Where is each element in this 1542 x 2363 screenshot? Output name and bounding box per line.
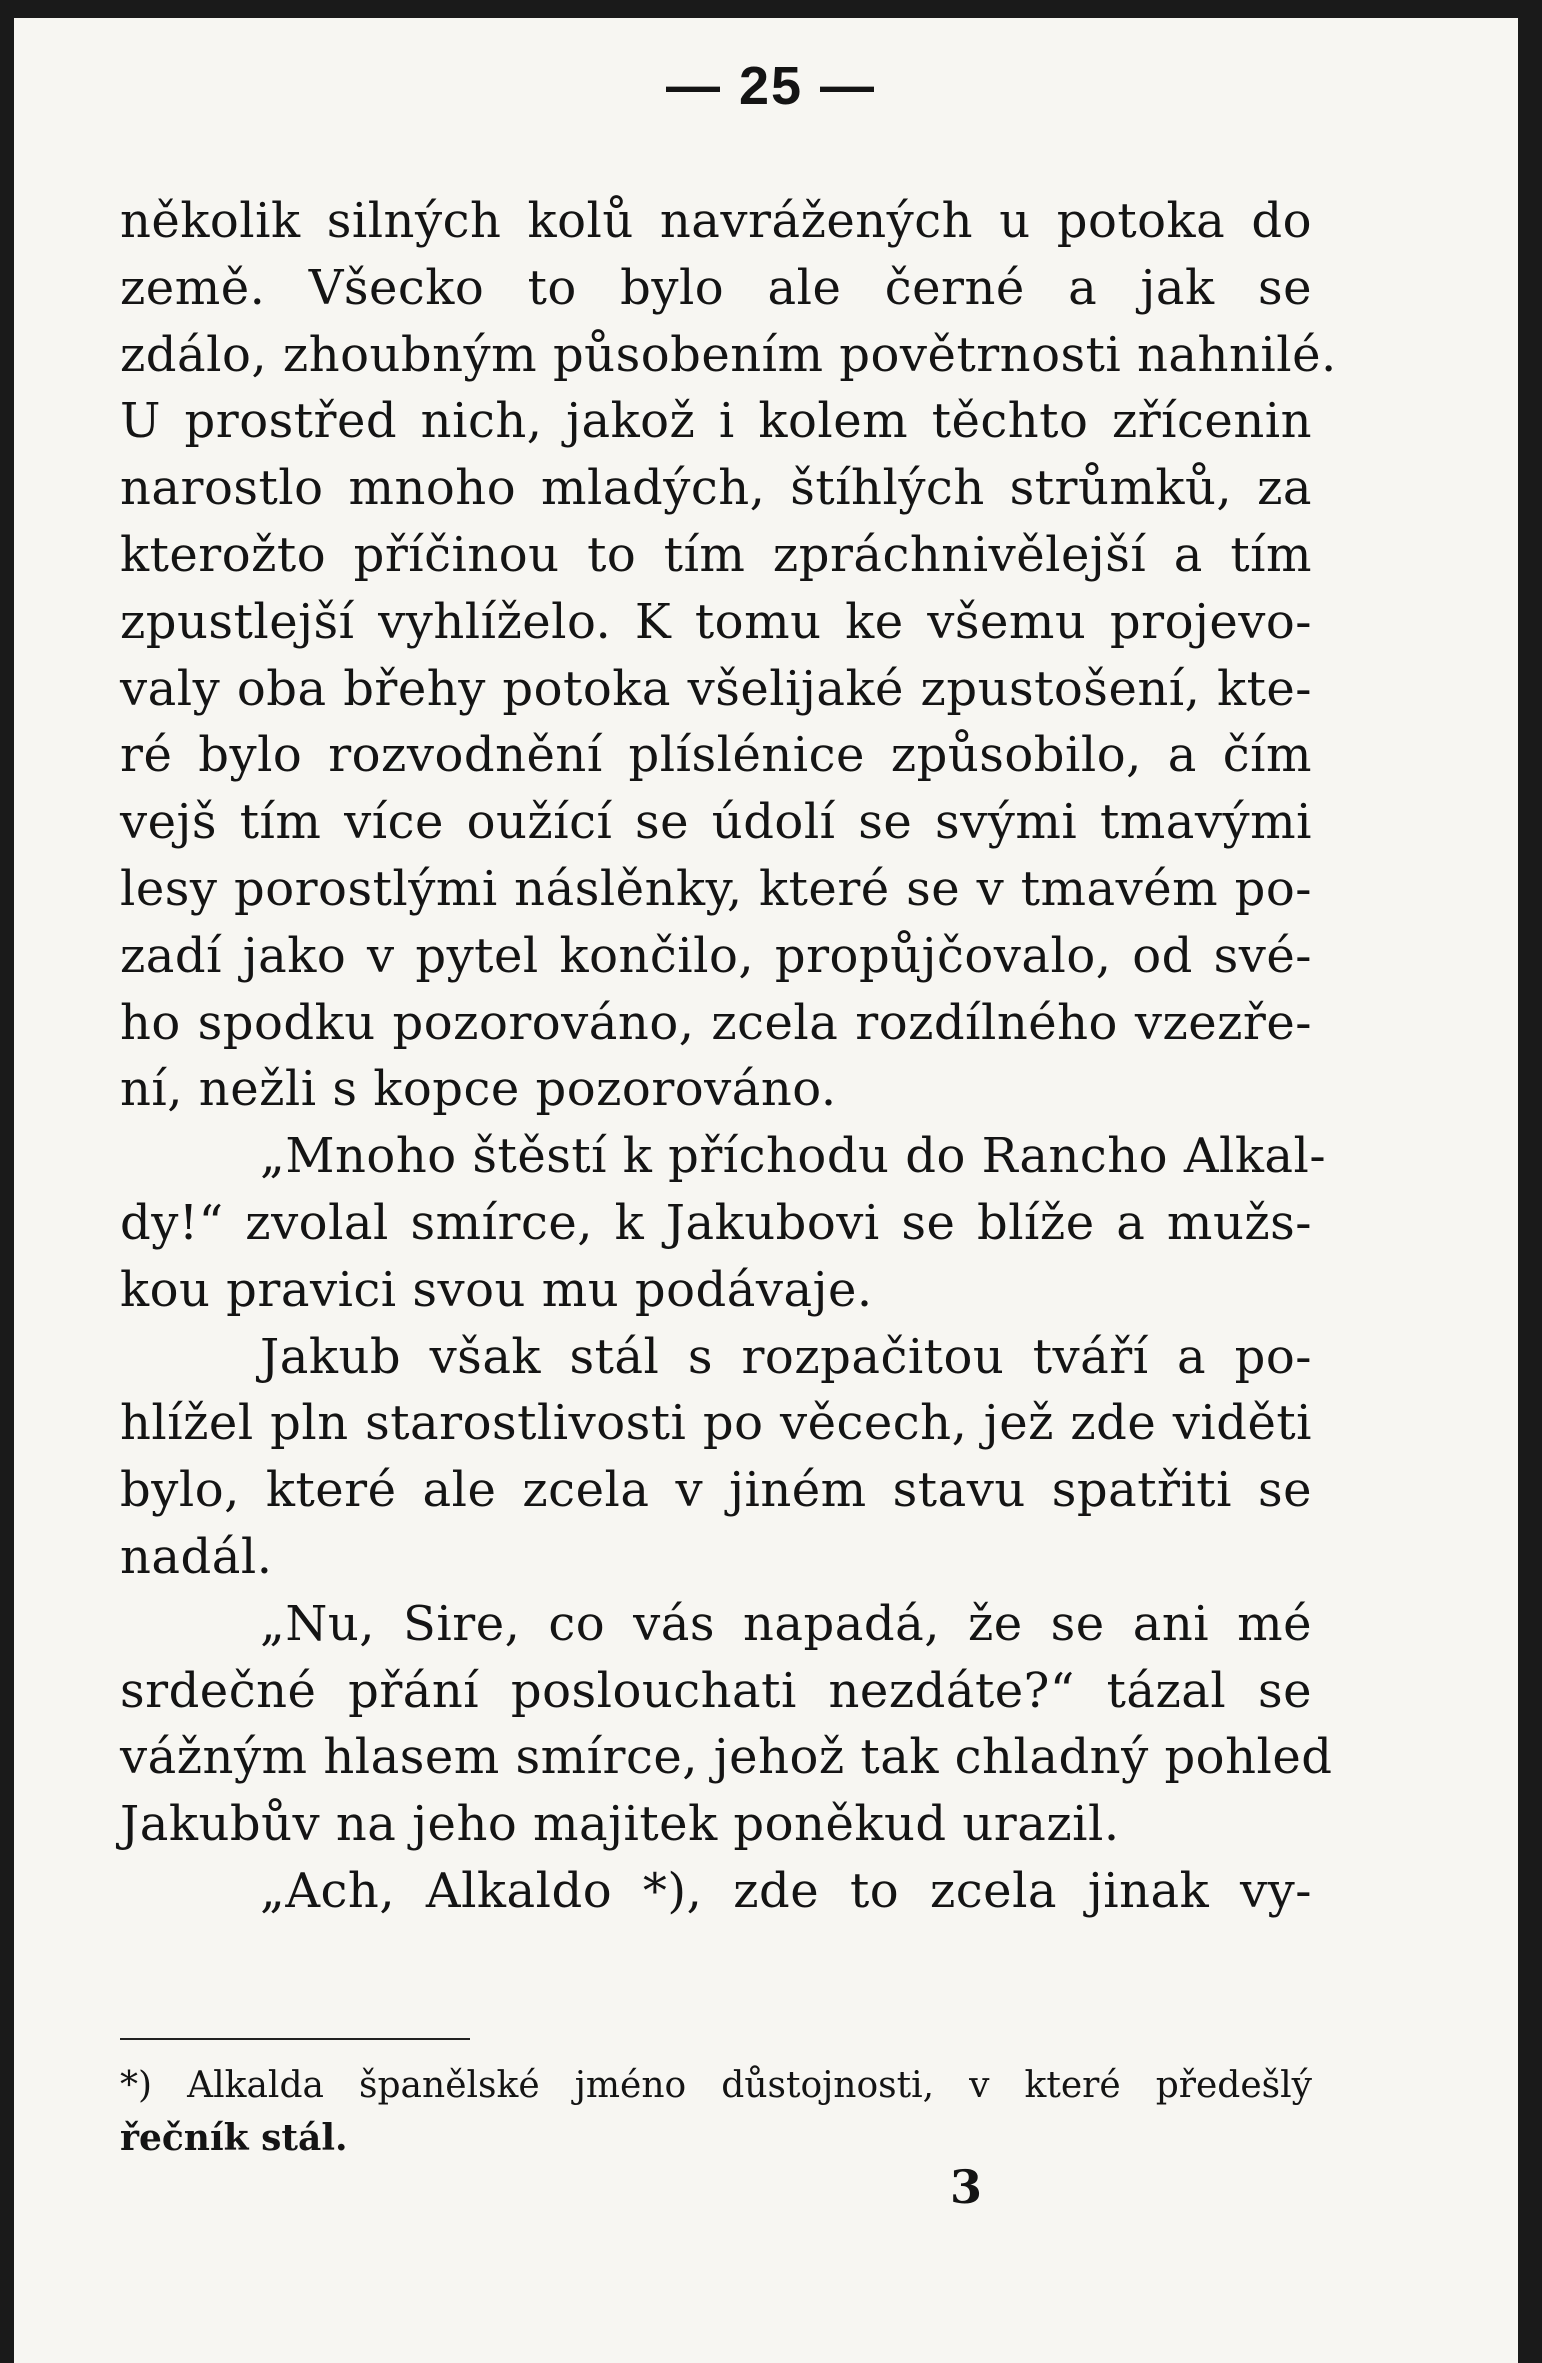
- text-line: několik silných kolů navrážených u potoka do: [120, 193, 1312, 249]
- text-line: hlížel pln starostlivosti po věcech, jež zde viděti: [120, 1395, 1312, 1452]
- text-line: bylo, které ale zcela v jiném stavu spatřiti se: [120, 1462, 1312, 1519]
- page-number: — 25 —: [665, 56, 877, 116]
- text-line: lesy porostlými náslěnky, které se v tmavém po-: [120, 860, 1312, 917]
- footnote-separator: [120, 2038, 470, 2040]
- text-line: „Ach, Alkaldo *), zde to zcela jinak vy-: [260, 1862, 1312, 1919]
- text-line: kou pravici svou mu podávaje.: [120, 1261, 873, 1318]
- text-line: země. Všecko to bylo ale černé a jak se: [120, 259, 1312, 316]
- scan-border-right: [1518, 0, 1542, 2363]
- scan-border-left: [0, 0, 14, 2363]
- footnote: [120, 2060, 1312, 2164]
- text-line: Jakubův na jeho majitek poněkud urazil.: [120, 1796, 1120, 1853]
- text-line: dy!“ zvolal smírce, k Jakubovi se blíže a mužs-: [120, 1194, 1312, 1251]
- text-line: nadál.: [120, 1528, 273, 1585]
- text-line: „Mnoho štěstí k příchodu do Rancho Alkal-: [260, 1128, 1327, 1185]
- signature-mark: 3: [950, 2160, 983, 2214]
- text-line: zdálo, zhoubným působením povětrnosti nahnilé.: [120, 326, 1337, 383]
- text-line: ré bylo rozvodnění plíslénice způsobilo, a čím: [120, 727, 1312, 784]
- text-line: U prostřed nich, jakož i kolem těchto zřícenin: [120, 393, 1312, 450]
- text-line: kterožto příčinou to tím zpráchnivělejší a tím: [120, 526, 1312, 583]
- text-line: ho spodku pozorováno, zcela rozdílného vzezře-: [120, 994, 1312, 1051]
- text-line: valy oba břehy potoka všelijaké zpustošení, kte-: [120, 660, 1312, 717]
- text-line: zpustlejší vyhlíželo. K tomu ke všemu projevo-: [120, 593, 1312, 650]
- footnote-line: řečník stál.: [120, 2117, 348, 2159]
- text-line: narostlo mnoho mladých, štíhlých strůmků, za: [120, 460, 1312, 517]
- text-line: „Nu, Sire, co vás napadá, že se ani mé: [260, 1595, 1312, 1652]
- text-line: ní, nežli s kopce pozorováno.: [120, 1061, 837, 1118]
- scan-border-top: [0, 0, 1542, 18]
- text-line: Jakub však stál s rozpačitou tváří a po-: [260, 1328, 1312, 1385]
- body-text: [120, 188, 1337, 1925]
- footnote-line: *) Alkalda španělské jméno důstojnosti, v které předešlý: [120, 2065, 1312, 2106]
- text-line: vejš tím více oužící se údolí se svými tmavými: [120, 794, 1312, 851]
- text-line: zadí jako v pytel končilo, propůjčovalo, od své-: [120, 927, 1312, 984]
- text-line: vážným hlasem smírce, jehož tak chladný pohled: [120, 1729, 1333, 1786]
- text-line: srdečné přání poslouchati nezdáte?“ tázal se: [120, 1662, 1312, 1719]
